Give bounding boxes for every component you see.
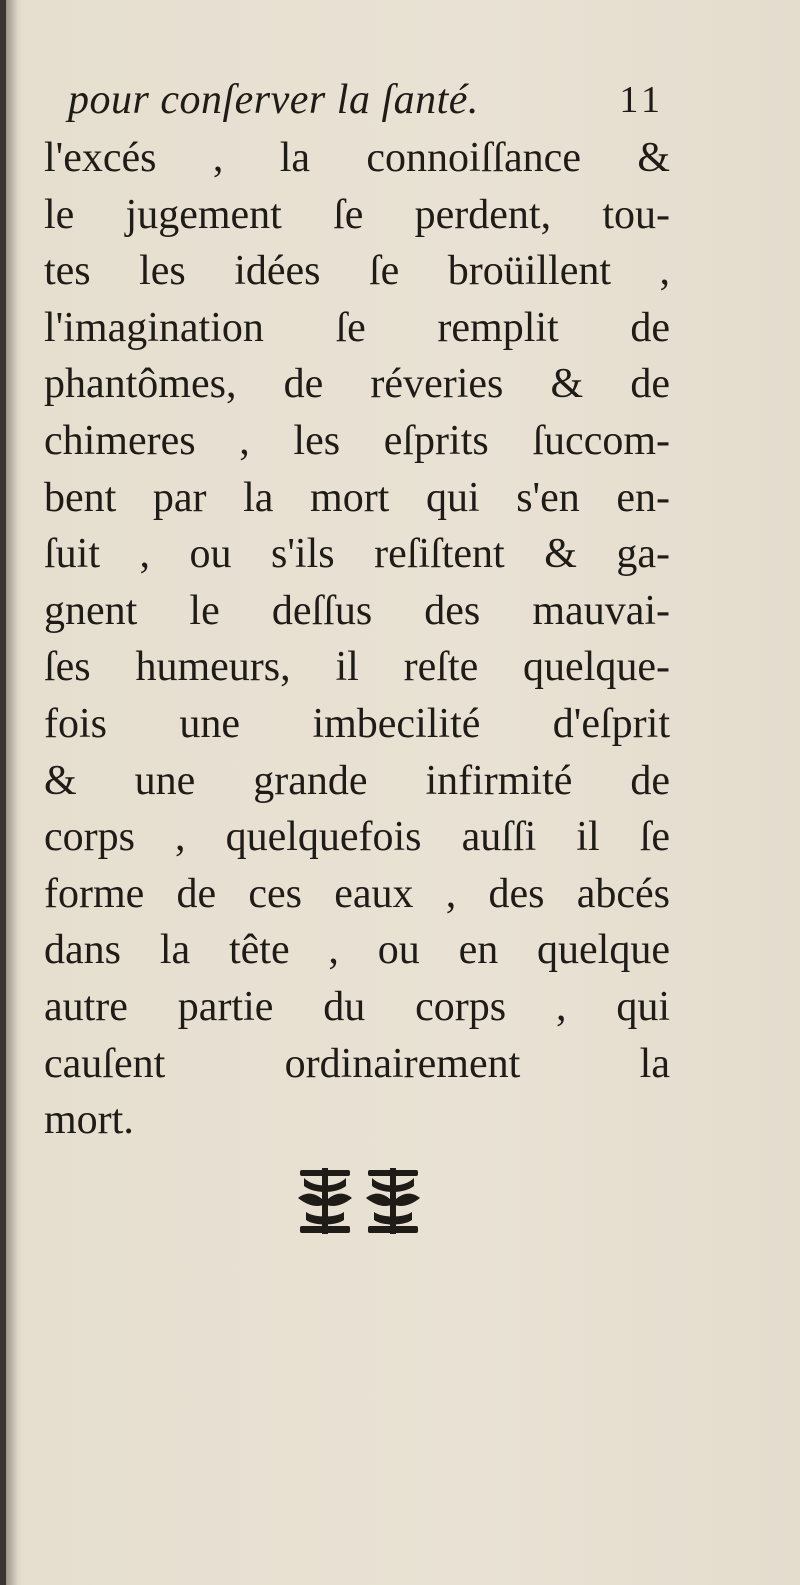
text-line-final: mort. [44, 1097, 134, 1144]
body-text [44, 130, 670, 1149]
text-line: phantômes, de réveries & de [44, 361, 670, 408]
running-title: pour conſerver la ſanté. [68, 77, 479, 123]
text-line: dans la tête , ou en quelque [44, 927, 670, 974]
page-number: 11 [619, 79, 664, 121]
text-line: le jugement ſe perdent, tou- [44, 191, 670, 238]
text-line: cauſent ordinairement la [44, 1040, 670, 1087]
text-line: l'excés , la connoiſſance & [44, 135, 670, 181]
text-line: l'imagination ſe remplit de [44, 304, 670, 351]
text-line: ſuit , ou s'ils reſiſtent & ga- [44, 531, 670, 578]
page-header [60, 70, 664, 130]
text-line: fois une imbecilité d'eſprit [44, 700, 670, 747]
fleuron-ornament-icon [292, 1164, 426, 1238]
text-line: tes les idées ſe broüillent , [44, 248, 670, 295]
text-line: corps , quelquefois auſſi il ſe [44, 814, 670, 861]
text-line: chimeres , les eſprits ſuccom- [44, 417, 670, 464]
text-line: ſes humeurs, il reſte quelque- [44, 644, 670, 691]
text-line: autre partie du corps , qui [44, 983, 670, 1030]
text-line: forme de ces eaux , des abcés [44, 870, 670, 917]
text-line: bent par la mort qui s'en en- [44, 474, 670, 521]
text-line: gnent le deſſus des mauvai- [44, 587, 670, 634]
text-line: & une grande infirmité de [44, 757, 670, 804]
